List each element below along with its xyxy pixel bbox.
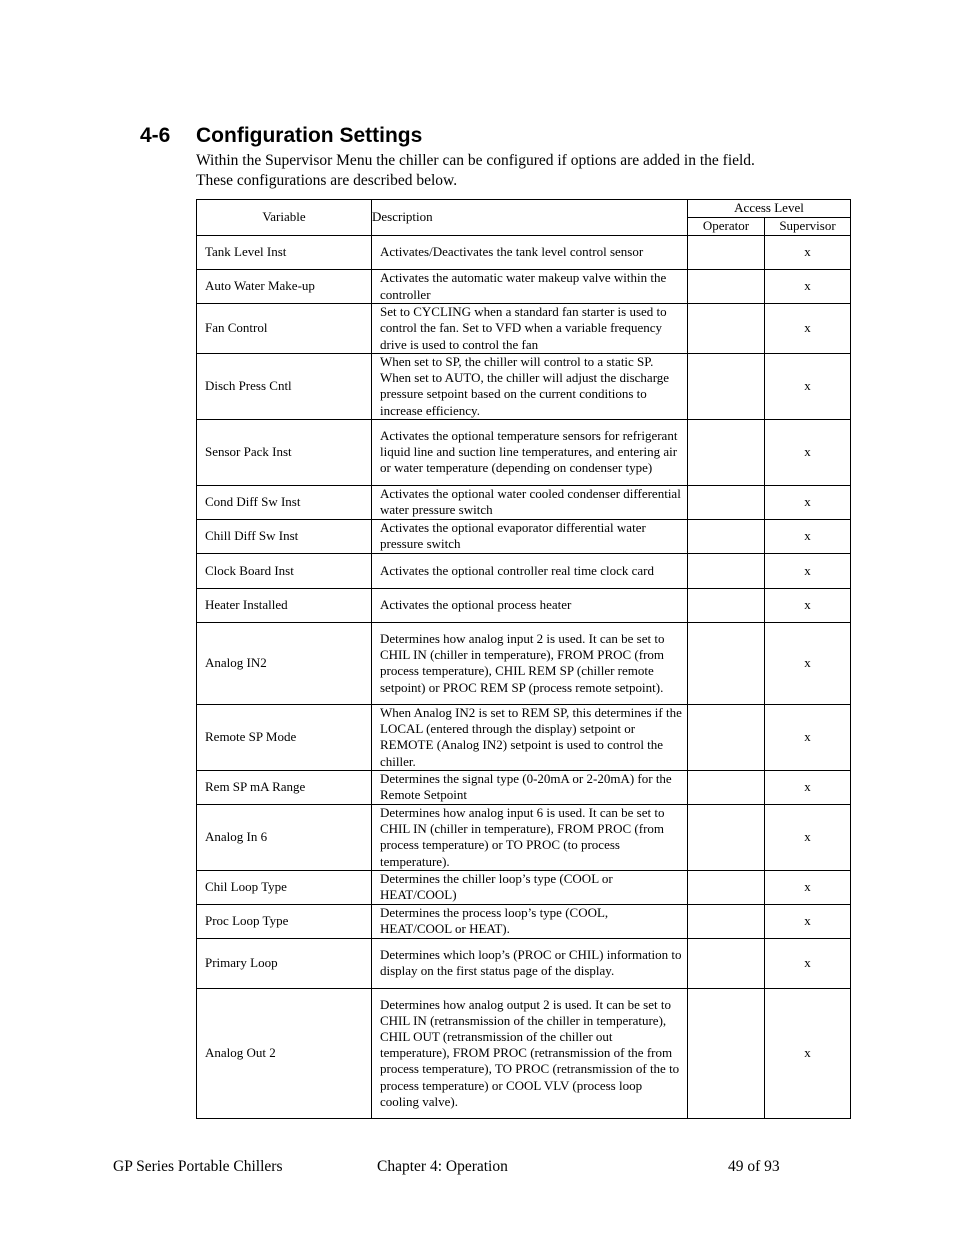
footer-page-number: 49 of 93	[728, 1158, 780, 1175]
table-row	[197, 354, 851, 420]
row-operator-access	[688, 236, 765, 270]
row-description: When Analog IN2 is set to REM SP, this determines if the LOCAL (entered through the display) setpoint or REMOTE (Analog IN2) setpoint is used to control the chiller.	[372, 704, 688, 770]
row-supervisor-access: x	[765, 770, 851, 804]
row-operator-access	[688, 704, 765, 770]
row-description: Determines the chiller loop’s type (COOL or HEAT/COOL)	[372, 870, 688, 904]
table-row	[197, 553, 851, 588]
table-row	[197, 304, 851, 354]
row-operator-access	[688, 988, 765, 1118]
header-operator: Operator	[688, 218, 765, 236]
table-row	[197, 419, 851, 485]
row-variable: Rem SP mA Range	[197, 770, 372, 804]
row-description: Activates the optional evaporator differential water pressure switch	[372, 519, 688, 553]
row-operator-access	[688, 770, 765, 804]
row-supervisor-access: x	[765, 485, 851, 519]
table-row	[197, 622, 851, 704]
row-variable: Analog IN2	[197, 622, 372, 704]
table-row	[197, 519, 851, 553]
section-heading	[140, 124, 422, 148]
row-operator-access	[688, 904, 765, 938]
table-row	[197, 485, 851, 519]
footer-title: GP Series Portable Chillers	[113, 1158, 283, 1175]
intro-paragraph	[196, 151, 856, 191]
row-description: Determines the process loop’s type (COOL, HEAT/COOL or HEAT).	[372, 904, 688, 938]
row-supervisor-access: x	[765, 704, 851, 770]
row-variable: Sensor Pack Inst	[197, 419, 372, 485]
row-operator-access	[688, 354, 765, 420]
row-variable: Chil Loop Type	[197, 870, 372, 904]
row-variable: Fan Control	[197, 304, 372, 354]
row-description: Activates the automatic water makeup valve within the controller	[372, 270, 688, 304]
table-row	[197, 988, 851, 1118]
table-row	[197, 588, 851, 622]
row-supervisor-access: x	[765, 988, 851, 1118]
row-supervisor-access: x	[765, 304, 851, 354]
row-description: Determines how analog output 2 is used. It can be set to CHIL IN (retransmission of the chiller in temperature), CHIL OUT (retransmission of the chiller out temperature), FROM PROC (retransmission of the from process temperature), TO PROC (retransmission of the to process temperature) or COOL VLV (process loop cooling valve).	[372, 988, 688, 1118]
row-variable: Analog Out 2	[197, 988, 372, 1118]
table-row	[197, 870, 851, 904]
table-row	[197, 770, 851, 804]
row-supervisor-access: x	[765, 622, 851, 704]
row-variable: Disch Press Cntl	[197, 354, 372, 420]
row-supervisor-access: x	[765, 519, 851, 553]
row-description: When set to SP, the chiller will control to a static SP. When set to AUTO, the chiller will adjust the discharge pressure setpoint based on the current conditions to increase efficiency.	[372, 354, 688, 420]
intro-line-2: These configurations are described below.	[196, 172, 458, 189]
row-supervisor-access: x	[765, 553, 851, 588]
row-supervisor-access: x	[765, 588, 851, 622]
row-description: Determines the signal type (0-20mA or 2-20mA) for the Remote Setpoint	[372, 770, 688, 804]
table-row	[197, 236, 851, 270]
row-supervisor-access: x	[765, 236, 851, 270]
header-description: Description	[372, 200, 688, 236]
row-description: Activates/Deactivates the tank level control sensor	[372, 236, 688, 270]
table-body	[197, 236, 851, 1119]
row-variable: Cond Diff Sw Inst	[197, 485, 372, 519]
table-row	[197, 904, 851, 938]
row-operator-access	[688, 485, 765, 519]
table-row	[197, 704, 851, 770]
row-supervisor-access: x	[765, 938, 851, 988]
row-operator-access	[688, 553, 765, 588]
row-variable: Primary Loop	[197, 938, 372, 988]
row-description: Set to CYCLING when a standard fan starter is used to control the fan. Set to VFD when a variable frequency drive is used to control the fan	[372, 304, 688, 354]
header-supervisor: Supervisor	[765, 218, 851, 236]
row-variable: Remote SP Mode	[197, 704, 372, 770]
row-operator-access	[688, 588, 765, 622]
row-supervisor-access: x	[765, 870, 851, 904]
row-description: Determines how analog input 6 is used. It can be set to CHIL IN (chiller in temperature), FROM PROC (from process temperature) or TO PROC (to process temperature).	[372, 804, 688, 870]
row-operator-access	[688, 519, 765, 553]
row-supervisor-access: x	[765, 804, 851, 870]
row-description: Activates the optional temperature sensors for refrigerant liquid line and suction line temperatures, and entering air or water temperature (depending on condenser type)	[372, 419, 688, 485]
row-operator-access	[688, 270, 765, 304]
footer-chapter: Chapter 4: Operation	[377, 1158, 508, 1175]
row-description: Activates the optional water cooled condenser differential water pressure switch	[372, 485, 688, 519]
row-operator-access	[688, 938, 765, 988]
row-operator-access	[688, 622, 765, 704]
row-variable: Heater Installed	[197, 588, 372, 622]
row-variable: Auto Water Make-up	[197, 270, 372, 304]
row-supervisor-access: x	[765, 904, 851, 938]
row-operator-access	[688, 804, 765, 870]
table-row	[197, 804, 851, 870]
row-description: Determines how analog input 2 is used. It can be set to CHIL IN (chiller in temperature), FROM PROC (from process temperature), CHIL REM SP (chiller remote setpoint) or PROC REM SP (process remote setpoint).	[372, 622, 688, 704]
table-header-row	[197, 200, 851, 218]
row-variable: Clock Board Inst	[197, 553, 372, 588]
row-variable: Analog In 6	[197, 804, 372, 870]
row-variable: Chill Diff Sw Inst	[197, 519, 372, 553]
row-supervisor-access: x	[765, 270, 851, 304]
row-operator-access	[688, 419, 765, 485]
section-number: 4-6	[140, 124, 171, 147]
table-row	[197, 270, 851, 304]
configuration-table	[196, 199, 851, 1119]
section-title: Configuration Settings	[196, 124, 423, 147]
row-operator-access	[688, 870, 765, 904]
header-variable: Variable	[197, 200, 372, 236]
row-description: Activates the optional controller real time clock card	[372, 553, 688, 588]
row-variable: Proc Loop Type	[197, 904, 372, 938]
intro-line-1: Within the Supervisor Menu the chiller can be configured if options are added in the field.	[196, 152, 755, 169]
row-supervisor-access: x	[765, 419, 851, 485]
row-description: Determines which loop’s (PROC or CHIL) information to display on the first status page of the display.	[372, 938, 688, 988]
row-description: Activates the optional process heater	[372, 588, 688, 622]
table-row	[197, 938, 851, 988]
row-supervisor-access: x	[765, 354, 851, 420]
row-variable: Tank Level Inst	[197, 236, 372, 270]
header-access-level: Access Level	[688, 200, 851, 218]
row-operator-access	[688, 304, 765, 354]
